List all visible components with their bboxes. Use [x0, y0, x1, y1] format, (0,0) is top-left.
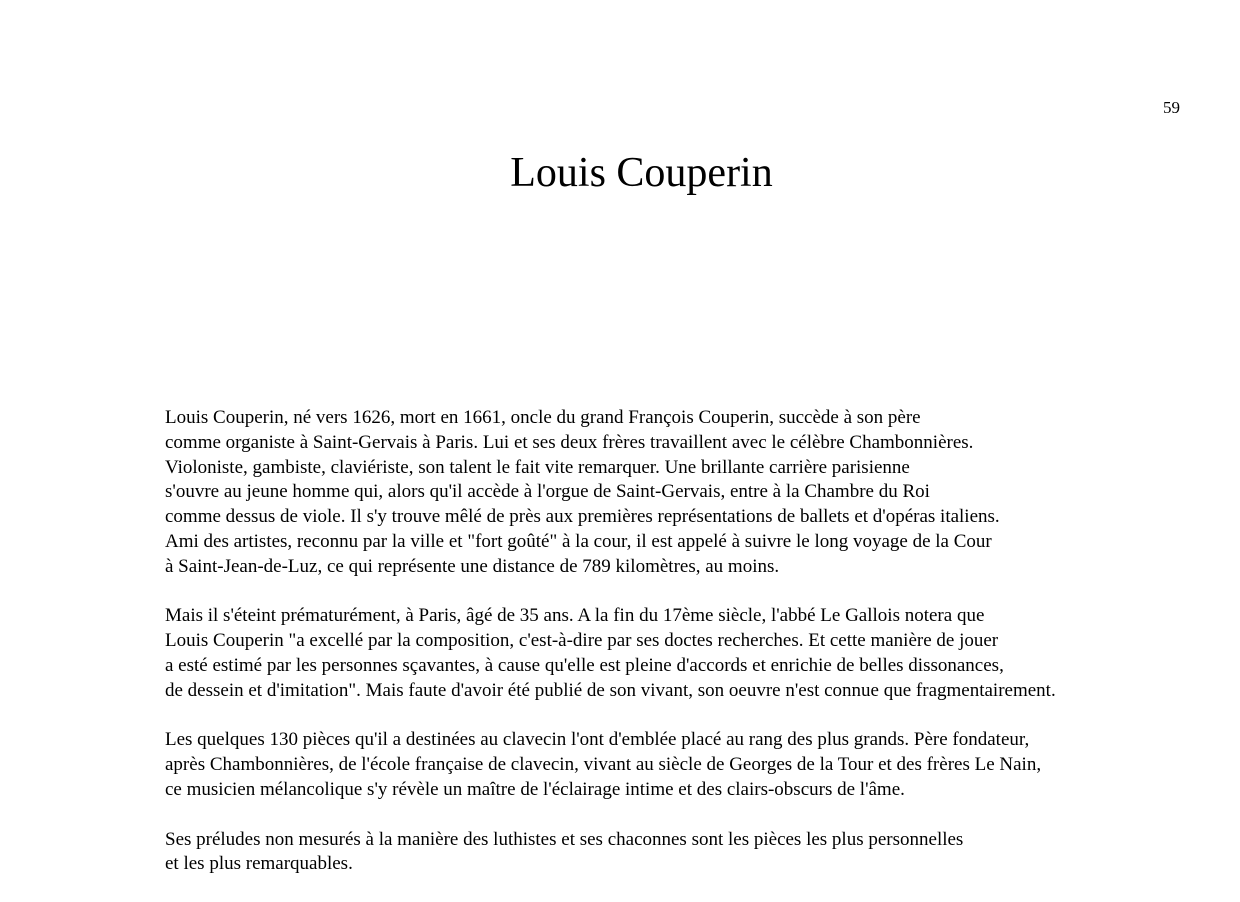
paragraph-3 — [165, 728, 1225, 802]
text-line: de dessein et d'imitation". Mais faute d'avoir été publié de son vivant, son oeuvre n'est connue que fragmentairement. — [165, 679, 1056, 701]
paragraph-4 — [165, 828, 1225, 878]
page-title: Louis Couperin — [510, 150, 773, 196]
text-line: ce musicien mélancolique s'y révèle un maître de l'éclairage intime et des clairs-obscurs de l'âme. — [165, 778, 905, 800]
text-line: à Saint-Jean-de-Luz, ce qui représente une distance de 789 kilomètres, au moins. — [165, 555, 780, 577]
text-line: a esté estimé par les personnes sçavantes, à cause qu'elle est pleine d'accords et enrichie de belles dissonances, — [165, 654, 1004, 676]
text-line: comme dessus de viole. Il s'y trouve mêlé de près aux premières représentations de ballets et d'opéras italiens. — [165, 506, 1000, 528]
text-line: s'ouvre au jeune homme qui, alors qu'il accède à l'orgue de Saint-Gervais, entre à la Chambre du Roi — [165, 481, 930, 503]
page-number: 59 — [1163, 98, 1180, 117]
text-line: Violoniste, gambiste, claviériste, son talent le fait vite remarquer. Une brillante carrière parisienne — [165, 456, 910, 478]
text-line: Louis Couperin "a excellé par la composition, c'est-à-dire par ses doctes recherches. Et cette manière de jouer — [165, 630, 999, 652]
text-line: Les quelques 130 pièces qu'il a destinées au clavecin l'ont d'emblée placé au rang des plus grands. Père fondateur, — [165, 729, 1030, 751]
text-line: après Chambonnières, de l'école française de clavecin, vivant au siècle de Georges de la Tour et des frères Le Nain, — [165, 754, 1042, 776]
text-line: Ami des artistes, reconnu par la ville et "fort goûté" à la cour, il est appelé à suivre le long voyage de la Cour — [165, 530, 992, 552]
paragraph-1 — [165, 406, 1225, 580]
text-line: Mais il s'éteint prématurément, à Paris, âgé de 35 ans. A la fin du 17ème siècle, l'abbé Le Gallois notera que — [165, 605, 985, 627]
text-line: Louis Couperin, né vers 1626, mort en 1661, oncle du grand François Couperin, succède à son père — [165, 407, 921, 428]
body-text — [165, 406, 1225, 902]
text-line: Ses préludes non mesurés à la manière des luthistes et ses chaconnes sont les pièces les plus personnelles — [165, 828, 964, 850]
text-line: et les plus remarquables. — [165, 853, 353, 875]
paragraph-2 — [165, 604, 1225, 703]
text-line: comme organiste à Saint-Gervais à Paris. Lui et ses deux frères travaillent avec le célèbre Chambonnières. — [165, 431, 974, 453]
